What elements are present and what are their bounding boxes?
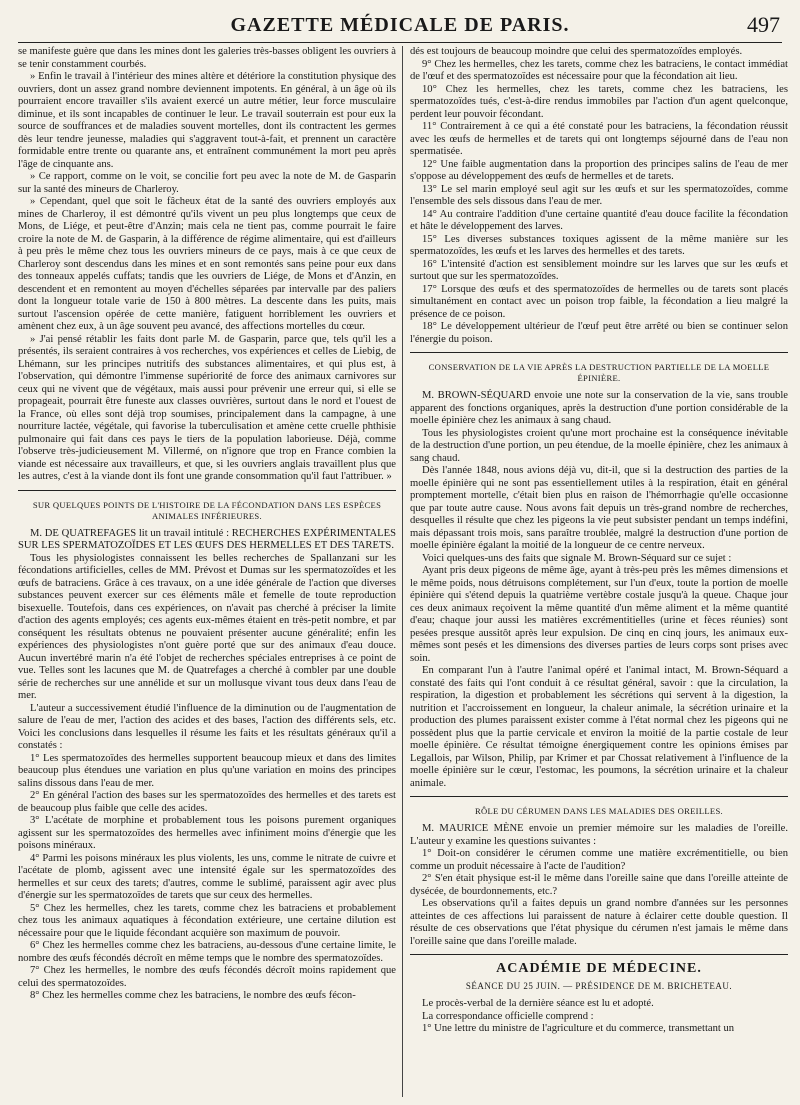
- paragraph: M. BROWN-SÉQUARD envoie une note sur la conservation de la vie, sans trouble apparent des fonctions organiques, après la destruction d'une portion considérable de la moelle épinière chez les animaux à sang chaud.: [410, 390, 788, 426]
- paragraph: Dès l'année 1848, nous avions déjà vu, dit-il, que si la destruction des parties de la moelle épinière qui ne sont pas essentiellement utiles à la respiration, était en général promptement mortelle, c'était bien plus en raison de l'hémorrhagie qu'elle occasionne que par toute autre cause. Nous avons fait depuis un très-grand nombre de recherches, desquelles il résulte que chez les pigeons la vie peut subsister pendant un temps indéfini, mais dépassant trois mois, sans paraître troublée, malgré la destruction d'une portion de moelle épinière égalant la moitié de la longueur de ce centre nerveux.: [410, 465, 788, 551]
- conclusion-item: 15° Les diverses substances toxiques agissent de la même manière sur les spermatozoïdes, les œufs et les larves des hermelles et des tarets.: [410, 233, 788, 257]
- section-heading-moelle: CONSERVATION DE LA VIE APRÈS LA DESTRUCTION PARTIELLE DE LA MOELLE ÉPINIÈRE.: [428, 362, 770, 383]
- session-line: SÉANCE DU 25 JUIN. — PRÉSIDENCE DE M. BRICHETEAU.: [465, 980, 733, 991]
- conclusion-item: 8° Chez les hermelles comme chez les batraciens, le nombre des œufs fécon-: [30, 990, 356, 1001]
- conclusion-item: 17° Lorsque des œufs et des spermatozoïdes de hermelles ou de tarets sont placés simultanément en contact avec un poison trop faible, la fécondation a lieu malgré la présence de ce poison.: [410, 283, 788, 320]
- paragraph: 1° Une lettre du ministre de l'agriculture et du commerce, transmettant un: [422, 1023, 735, 1034]
- section-rule: [18, 490, 396, 491]
- section-rule: [410, 954, 788, 955]
- journal-title: GAZETTE MÉDICALE DE PARIS.: [230, 14, 570, 36]
- paragraph: » Ce rapport, comme on le voit, se concilie fort peu avec la note de M. de Gasparin sur la santé des mineurs de Charleroy.: [18, 171, 396, 195]
- paragraph: Ayant pris deux pigeons de même âge, ayant à très-peu près les mêmes dimensions et le même poids, nous détruisons complétement, sur l'un d'eux, toute la portion de moelle épinière qui s'étend depuis la quatrième vertèbre costale jusqu'à la queue. Chaque jour ces deux animaux reçoivent la même quantité d'un même aliment et la même quantité d'eau; chaque jour aussi les matières excrémentitielles (urine et fèces réunies) sont pesées presque aussitôt après leur expulsion. De cinq en cinq jours, les animaux eux-mêmes sont pesés et les dimensions des diverses parties de leurs corps sont prises avec soin.: [410, 565, 788, 664]
- paragraph: Le procès-verbal de la dernière séance est lu et adopté.: [422, 998, 654, 1009]
- left-column: [18, 46, 396, 1097]
- column-divider: [402, 46, 403, 1097]
- paragraph: 1° Doit-on considérer le cérumen comme une matière excrémentitielle, ou bien comme un produit nécessaire à l'acte de l'audition?: [410, 848, 788, 872]
- right-column: [410, 46, 788, 1097]
- paragraph: M. DE QUATREFAGES lit un travail intitulé : RECHERCHES EXPÉRIMENTALES SUR LES SPERMATOZOÏDES ET LES ŒUFS DES HERMELLES ET DES TARETS.: [18, 527, 396, 551]
- paragraph: Tous les physiologistes croient qu'une mort prochaine est la conséquence inévitable de la destruction d'une portion, un peu étendue, de la moelle épinière, chez les animaux à sang chaud.: [410, 427, 788, 464]
- conclusion-item: 16° L'intensité d'action est sensiblement moindre sur les larves que sur les œufs et surtout que sur les spermatozoïdes.: [410, 258, 788, 282]
- columns: [18, 46, 788, 1097]
- masthead: [18, 10, 782, 43]
- paragraph: En comparant l'un à l'autre l'animal opéré et l'animal intact, M. Brown-Séquard a constaté des faits qui l'ont conduit à ce résultat général, savoir : que la circulation, la respiration, la digestion et probablement les sécrétions qui servent à la digestion, la nutrition et l'accroissement en longueur, la chaleur animale, la sécrétion urinaire et la production des plumes paraissent exister comme à l'état normal chez les pigeons qui ne possèdent plus que la partie cervicale et environ la moitié de la partie costale de leur moelle épinière. Ce résultat témoigne énergiquement contre les opinions émises par Legallois, par Wilson, Philip, par Krimer et par Chossat relativement à l'influence de la moelle épinière sur le cœur, l'estomac, les poumons, la sécrétion urinaire et la chaleur animale.: [410, 665, 788, 789]
- conclusion-item: 11° Contrairement à ce qui a été constaté pour les batraciens, la fécondation réussit avec les œufs de hermelles et de tarets qui ont longtemps séjourné dans de l'eau non spermatisée.: [410, 121, 788, 157]
- paragraph: dés est toujours de beaucoup moindre que celui des spermatozoïdes employés.: [410, 46, 743, 57]
- conclusion-item: 6° Chez les hermelles comme chez les batraciens, au-dessous d'une certaine limite, le nombre des œufs fécondés décroît en même temps que le nombre des spermatozoïdes.: [18, 940, 396, 964]
- conclusion-item: 18° Le développement ultérieur de l'œuf peut être arrêté ou bien se continuer selon l'énergie du poison.: [410, 321, 788, 345]
- paragraph: » J'ai pensé rétablir les faits dont parle M. de Gasparin, parce que, tels qu'il les a présentés, ils seraient contraires à vos recherches, vos expériences et celles de Liebig, de Lhémann, sur les principes nutritifs des substances alimentaires, et qui plus est, à l'observation, qui démontre l'immense supériorité de force des animaux carnivores sur ceux qui ne vivent que de végétaux, mais aussi pour prévenir une erreur qui, si elle se propageait, pourrait être funeste aux classes ouvrières, surtout dans le nord et l'ouest de la France, où elles sont déjà trop soumises, principalement dans la campagne, à une nourriture lactée, végétale, qui favorise la tuberculisation et amène cette cruelle phthisie pulmonaire qui fait dans ces pays le tiers de la population laborieuse. Déjà, comme l'observe très-judicieusement M. Villermé, on n'ignore que trop en France combien la viande est nécessaire aux travailleurs, et que, si les ouvriers anglais travaillent plus que les autres, c'est à la viande dont ils font une grande consommation qu'il faut l'attribuer. »: [18, 333, 396, 482]
- paragraph: 2° S'en était physique est-il le même dans l'oreille saine que dans l'oreille atteinte de dysécée, de bourdonnements, etc.?: [410, 873, 788, 897]
- paragraph: La correspondance officielle comprend :: [422, 1010, 594, 1022]
- paragraph: » Cependant, quel que soit le fâcheux état de la santé des ouvriers employés aux mines de Charleroy, il est démontré qu'ils vivent un peu plus longtemps que ceux de Mons, de Liége, et peut-être d'Anzin; mais cela ne tient pas, comme pourrait le faire croire la note de M. de Gasparin, à la différence de régime alimentaire, qui est d'ailleurs à peu près le même chez tous les ouvriers mineurs de ce pays, mais à ce que ceux de Charleroy sont descendus dans les mines et en sont remontés sans peine pour eux dans des tonneaux appelés cuffats; tandis que les ouvriers de Liége, de Mons et d'Anzin, en descendent et en remontent au moyen d'échelles séparées par intervalle par des paliers dont la longueur totale varie de 150 à 800 mètres. La descente dans les puits, mais surtout l'ascension opérée de cette manière, fatiguent horriblement les ouvriers et amènent chez eux, à un âge souvent peu avancé, des affections mortelles du cœur.: [18, 196, 396, 332]
- paragraph: Voici quelques-uns des faits que signale M. Brown-Séquard sur ce sujet :: [422, 552, 732, 564]
- conclusion-item: 12° Une faible augmentation dans la proportion des principes salins de l'eau de mer s'oppose au développement des œufs de hermelles et de tarets.: [410, 158, 788, 182]
- section-heading-fecondation: SUR QUELQUES POINTS DE L'HISTOIRE DE LA FÉCONDATION DANS LES ESPÈCES ANIMALES INFÉRIEURES.: [32, 499, 382, 521]
- section-rule: [410, 352, 788, 353]
- paragraph: M. MAURICE MÈNE envoie un premier mémoire sur les maladies de l'oreille. L'auteur y examine les questions suivantes :: [410, 823, 788, 847]
- conclusion-item: 1° Les spermatozoïdes des hermelles supportent beaucoup mieux et dans des limites beaucoup plus étendues une variation en plus qu'une variation en moins des principes salins dissous dans l'eau de mer.: [18, 752, 396, 789]
- paragraph: L'auteur a successivement étudié l'influence de la diminution ou de l'augmentation de salure de l'eau de mer, l'action des acides et des bases, l'action des différents sels, etc. Voici les conclusions dans lesquelles il résume les faits et les résultats généraux qu'il a constatés :: [18, 702, 396, 751]
- paragraph: Tous les physiologistes connaissent les belles recherches de Spallanzani sur les fécondations artificielles, celles de MM. Prévost et Dumas sur les spermatozoïdes et les œufs de batraciens. Grâce à ces travaux, on a une idée générale de l'action que diverses substances peuvent exercer sur ces éléments mâle et femelle de toute reproduction bisexuelle. Toutefois, dans ces expériences, on n'avait pas cherché à préciser la limite d'action des agents employés; ces agents eux-mêmes étaient en très-petit nombre, et par conséquent les résultats obtenus ne pouvaient présenter aucune généralité; enfin les expériences des physiologistes n'ont guère porté que sur des animaux d'eau douce. Aucun invertébré marin n'a été l'objet de recherches spéciales entreprises à ce point de vue. Telles sont les lacunes que M. de Quatrefages a cherché à combler par une double série de recherches sur une annélide et sur un mollusque vivant tous deux dans l'eau de mer.: [18, 552, 396, 701]
- conclusion-item: 2° En général l'action des bases sur les spermatozoïdes des hermelles et des tarets est de beaucoup plus faible que celle des acides.: [18, 790, 396, 814]
- paragraph: se manifeste guère que dans les mines dont les galeries très-basses obligent les ouvriers à se tenir constamment courbés.: [18, 46, 396, 70]
- conclusion-item: 4° Parmi les poisons minéraux les plus violents, les uns, comme le nitrate de cuivre et l'acétate de plomb, agissent avec une intensité égale sur les spermatozoïdes des hermelles et sur ceux des tarets; d'autres, comme le sublimé, paraissent agir avec plus d'énergie sur les spermatozoïdes de tarets que sur ceux des hermelles.: [18, 852, 396, 901]
- conclusion-item: 5° Chez les hermelles, chez les tarets, comme chez les batraciens et probablement chez tous les animaux aquatiques à fécondation extérieure, une certaine dilution est nécessaire pour que le liquide fécondant acquière son maximum de pouvoir.: [18, 902, 396, 939]
- section-heading-cerumen: RÔLE DU CÉRUMEN DANS LES MALADIES DES OREILLES.: [474, 806, 724, 816]
- conclusion-item: 3° L'acétate de morphine et probablement tous les poisons purement organiques agissent sur les spermatozoïdes des hermelles avec infiniment moins d'énergie que les poisons minéraux.: [18, 815, 396, 851]
- conclusion-item: 10° Chez les hermelles, chez les tarets, comme chez les batraciens, les spermatozoïdes tués, c'est-à-dire rendus immobiles par l'action d'un agent quelconque, perdent leur pouvoir fécondant.: [410, 83, 788, 120]
- paragraph: Les observations qu'il a faites depuis un grand nombre d'années sur les personnes atteintes de ces affections lui paraissent de nature à éclairer cette double question. Il résulte de ces observations que l'état physique du cérumen n'est jamais le même dans l'oreille saine que dans l'oreille malade.: [410, 898, 788, 947]
- paragraph: » Enfin le travail à l'intérieur des mines altère et détériore la constitution physique des ouvriers, dont un assez grand nombre deviennent impotents. En général, à un âge où ils pourraient encore travailler s'ils avaient exercé un autre métier, leur force musculaire diminue, et ils sont incapables de continuer le leur. Le travail souterrain est pour eux la source de souffrances et de maladies souvent mortelles, dont ils contractent les germes dès leur tendre jeunesse, maladies qui s'aggravent tout-à-fait, et prennent un caractère formidable entre trente ou quarante ans, et entraînent communément la mort peu après l'âge de cinquante ans.: [18, 71, 396, 170]
- conclusion-item: 14° Au contraire l'addition d'une certaine quantité d'eau douce facilite la fécondation et hâte le développement des larves.: [410, 208, 788, 232]
- conclusion-item: 7° Chez les hermelles, le nombre des œufs fécondés décroît moins rapidement que celui des spermatozoïdes.: [18, 965, 396, 989]
- page-number: 497: [747, 12, 780, 37]
- conclusion-item: 13° Le sel marin employé seul agit sur les œufs et sur les spermatozoïdes, comme l'ensemble des sels dissous dans l'eau de mer.: [410, 183, 788, 207]
- conclusion-item: 9° Chez les hermelles, chez les tarets, comme chez les batraciens, le contact immédiat de l'œuf et des spermatozoïdes est nécessaire pour que la fécondation ait lieu.: [410, 58, 788, 82]
- section-rule: [410, 796, 788, 797]
- academy-heading: ACADÉMIE DE MÉDECINE.: [496, 961, 702, 976]
